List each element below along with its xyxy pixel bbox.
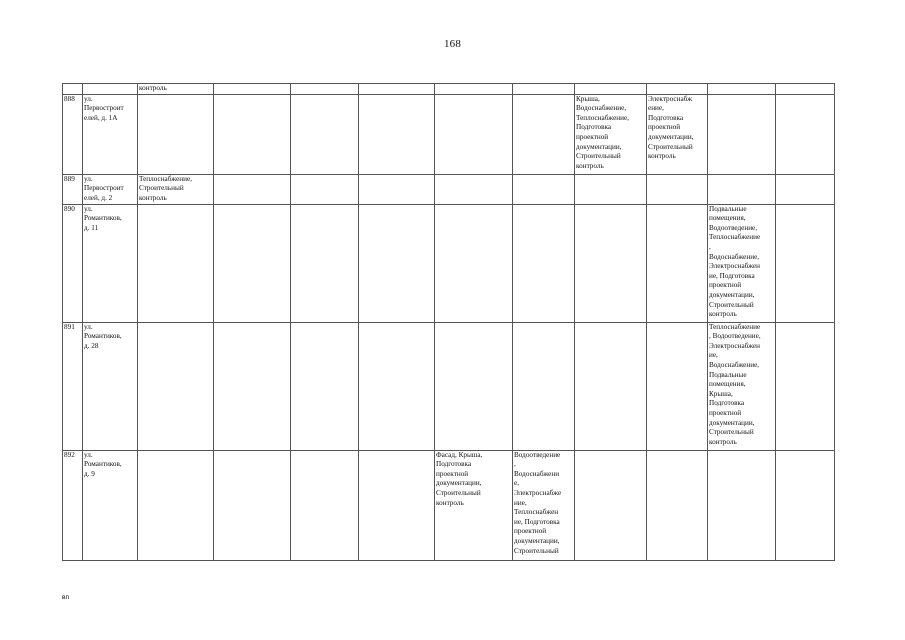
works-cell: Подвальные помещения, Водоотведение, Теплоснабжение , Водоснабжение, Электроснабжен ие, Подготовка проектной документации, Строительный контроль	[708, 204, 776, 322]
row-number: 892	[63, 450, 83, 560]
works-cell: Водоотведение , Водоснабжени е, Электроснабже ние, Теплоснабжен ие, Подготовка проектной документации, Строительный	[513, 450, 575, 560]
address-cell: ул. Первостроит елей, д. 1А	[83, 94, 138, 174]
table-row	[63, 174, 835, 204]
page-number: 168	[443, 38, 462, 50]
row-number: 890	[63, 204, 83, 322]
table-row-continuation	[63, 84, 835, 95]
address-cell: ул. Романтиков, д. 11	[83, 204, 138, 322]
works-table	[62, 83, 835, 561]
works-cell: Фасад, Крыша, Подготовка проектной документации, Строительный контроль	[435, 450, 513, 560]
footer-mark: вп	[62, 594, 69, 601]
address-cell: ул. Романтиков, д. 28	[83, 322, 138, 450]
address-cell: ул. Романтиков, д. 9	[83, 450, 138, 560]
table-row	[63, 94, 835, 174]
table-row	[63, 450, 835, 560]
table-row	[63, 204, 835, 322]
row-number: 891	[63, 322, 83, 450]
works-cell: Теплоснабжение, Строительный контроль	[138, 174, 214, 204]
works-cell: Электроснабж ение, Подготовка проектной документации, Строительный контроль	[647, 94, 708, 174]
cell-continuation: контроль	[138, 84, 214, 95]
address-cell: ул. Первостроит елей, д. 2	[83, 174, 138, 204]
table-row	[63, 322, 835, 450]
row-number: 889	[63, 174, 83, 204]
works-cell: Крыша, Водоснабжение, Теплоснабжение, Подготовка проектной документации, Строительный контроль	[575, 94, 647, 174]
works-cell: Теплоснабжение , Водоотведение, Электроснабжен ие, Водоснабжение, Подвальные помещения, Крыша, Подготовка проектной документации, Строительный контроль	[708, 322, 776, 450]
row-number: 888	[63, 94, 83, 174]
